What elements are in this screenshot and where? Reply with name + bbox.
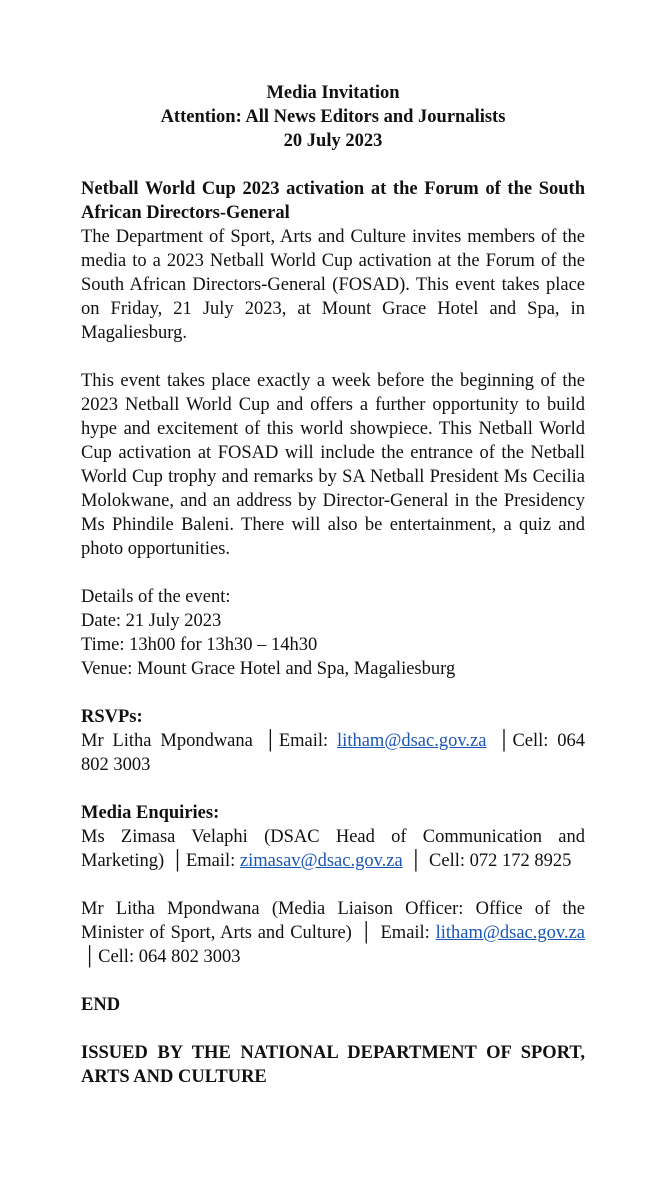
end-marker: END	[81, 995, 121, 1015]
separator-bar: │	[170, 851, 184, 871]
enquiries-heading: Media Enquiries:	[81, 803, 220, 823]
media-enquiries-section	[81, 801, 585, 969]
contact2-email-link[interactable]: litham@dsac.gov.za	[435, 923, 585, 943]
issued-by: ISSUED BY THE NATIONAL DEPARTMENT OF SPORT, ARTS AND CULTURE	[81, 1043, 585, 1087]
header-title: Media Invitation	[266, 83, 400, 103]
separator-bar: │	[409, 851, 423, 871]
separator-bar: │	[263, 731, 277, 751]
contact1-cell-number: 072 172 8925	[469, 851, 572, 871]
contact2-cell-number: 064 802 3003	[138, 947, 241, 967]
rsvp-cell-label: Cell:	[512, 731, 549, 751]
event-title: Netball World Cup 2023 activation at the Forum of the South African Directors-General	[81, 179, 585, 223]
media-invitation-document	[81, 81, 585, 1089]
rsvp-section	[81, 705, 585, 777]
details-date: Date: 21 July 2023	[81, 611, 222, 631]
contact2-email-label: Email:	[380, 923, 430, 943]
enquiries-contact-2	[81, 897, 585, 969]
enquiries-contact-1	[81, 825, 585, 873]
event-details	[81, 585, 585, 681]
contact2-name: Mr Litha Mpondwana (Media Liaison Officer: Office of the Minister of Sport, Arts and Culture)	[81, 899, 585, 943]
contact2-cell-label: Cell:	[98, 947, 135, 967]
contact1-cell-label: Cell:	[429, 851, 466, 871]
separator-bar: │	[83, 947, 97, 967]
rsvp-email-link[interactable]: litham@dsac.gov.za	[337, 731, 487, 751]
context-paragraph: This event takes place exactly a week before the beginning of the 2023 Netball World Cup and offers a further opportunity to build hype and excitement of this world showpiece. This Netball World Cup activation at FOSAD will include the entrance of the Netball World Cup trophy and remarks by SA Netball President Ms Cecilia Molokwane, and an address by Director-General in the Presidency Ms Phindile Baleni. There will also be entertainment, a quiz and photo opportunities.	[81, 371, 585, 559]
contact1-name: Ms Zimasa Velaphi (DSAC Head of Communication and Marketing)	[81, 827, 585, 871]
rsvp-name: Mr Litha Mpondwana	[81, 731, 253, 751]
header-date: 20 July 2023	[283, 131, 383, 151]
intro-paragraph: The Department of Sport, Arts and Culture invites members of the media to a 2023 Netball World Cup activation at the Forum of the South African Directors-General (FOSAD). This event takes place on Friday, 21 July 2023, at Mount Grace Hotel and Spa, in Magaliesburg.	[81, 227, 585, 343]
document-header	[81, 81, 585, 153]
contact1-email-link[interactable]: zimasav@dsac.gov.za	[239, 851, 403, 871]
contact1-email-label: Email:	[185, 851, 236, 871]
header-attention: Attention: All News Editors and Journalists	[160, 107, 506, 127]
rsvp-cell-number: 064 802 3003	[81, 731, 586, 775]
details-venue: Venue: Mount Grace Hotel and Spa, Magaliesburg	[81, 659, 456, 679]
separator-bar: │	[359, 923, 373, 943]
separator-bar: │	[497, 731, 511, 751]
rsvp-contact	[81, 729, 585, 777]
details-time: Time: 13h00 for 13h30 – 14h30	[81, 635, 318, 655]
rsvp-heading: RSVPs:	[81, 707, 143, 727]
details-heading: Details of the event:	[81, 587, 231, 607]
rsvp-email-label: Email:	[278, 731, 329, 751]
